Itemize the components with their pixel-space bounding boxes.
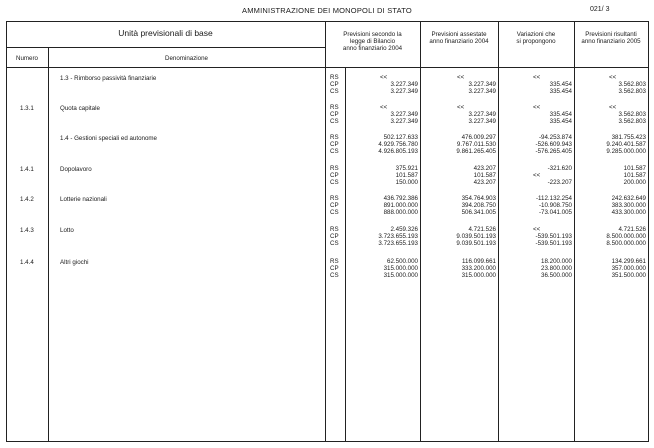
table-bottom-border [6, 441, 648, 442]
cell-risultanti: 3.562.803 [618, 118, 646, 125]
cell-variazioni: -539.501.193 [535, 240, 572, 247]
row-denominazione: 1.3 - Rimborso passività finanziarie [60, 75, 157, 82]
cell-assestate: 3.227.349 [468, 81, 496, 88]
cell-bilancio: 436.792.386 [383, 195, 418, 202]
cell-risultanti: 4.721.526 [618, 226, 646, 233]
cell-risultanti: 8.500.000.000 [606, 240, 646, 247]
row-code: CP [330, 172, 339, 179]
cell-bilancio: 3.227.349 [390, 88, 418, 95]
cell-assestate: 3.227.349 [468, 118, 496, 125]
col-header-risultanti-1: Previsioni risultanti [585, 31, 637, 38]
row-denominazione: Lotterie nazionali [60, 196, 107, 203]
row-numero: 1.4.1 [20, 166, 34, 173]
row-denominazione: Quota capitale [60, 105, 100, 112]
cell-risultanti: 242.632.649 [611, 195, 646, 202]
cell-assestate: 476.009.297 [461, 134, 496, 141]
cell-risultanti: << [609, 104, 617, 111]
cell-assestate: 116.099.661 [462, 258, 496, 265]
col-header-risultanti-2: anno finanziario 2005 [581, 38, 641, 45]
cell-variazioni: 335.454 [549, 111, 572, 118]
cell-bilancio: 150.000 [395, 179, 418, 186]
cell-assestate: 4.721.526 [468, 226, 496, 233]
page-number: 021/ 3 [590, 6, 610, 13]
row-numero: 1.4.3 [20, 227, 34, 234]
col-header-assestate-1: Previsioni assestate [431, 31, 487, 38]
cell-variazioni: -10.908.750 [538, 202, 572, 209]
cell-assestate: 315.000.000 [461, 272, 496, 279]
cell-variazioni: << [533, 172, 541, 179]
col-header-numero: Numero [15, 55, 38, 62]
cell-variazioni: -112.132.254 [535, 195, 572, 202]
cell-assestate: 101.587 [473, 172, 496, 179]
cell-bilancio: 315.000.000 [383, 272, 418, 279]
col-header-variazioni-2: si propongono [516, 38, 556, 45]
row-code: RS [330, 104, 339, 111]
cell-risultanti: 134.299.661 [611, 258, 646, 265]
cell-bilancio: 3.227.349 [390, 81, 418, 88]
cell-variazioni: 335.454 [549, 118, 572, 125]
header-bottom-border [6, 67, 648, 68]
row-code: CP [330, 233, 339, 240]
cell-variazioni: 36.500.000 [541, 272, 572, 279]
assestate-divider [498, 21, 499, 442]
cell-assestate: << [457, 104, 465, 111]
cell-bilancio: 888.000.000 [383, 209, 418, 216]
cell-bilancio: 2.459.326 [390, 226, 418, 233]
cell-assestate: 3.227.349 [468, 111, 496, 118]
table-top-border [6, 21, 648, 22]
right-border [648, 21, 649, 442]
row-denominazione: Altri giochi [60, 259, 89, 266]
cell-variazioni: -223.207 [547, 179, 572, 186]
numero-divider [48, 47, 49, 441]
cell-bilancio: 3.227.349 [390, 118, 418, 125]
cell-variazioni: -73.041.005 [538, 209, 572, 216]
row-code: RS [330, 134, 339, 141]
row-code: CS [330, 272, 339, 279]
bilancio-divider [420, 21, 421, 442]
cell-bilancio: 62.500.000 [387, 258, 418, 265]
row-code: CS [330, 118, 339, 125]
cell-bilancio: 502.127.633 [383, 134, 418, 141]
cell-variazioni: -321.620 [547, 165, 572, 172]
row-denominazione: Lotto [60, 227, 74, 234]
cell-risultanti: 200.000 [623, 179, 646, 186]
row-code: RS [330, 195, 339, 202]
row-denominazione: 1.4 - Gestioni speciali ed autonome [60, 135, 157, 142]
left-border [6, 21, 7, 442]
cell-assestate: 9.767.011.530 [456, 141, 496, 148]
cell-variazioni: -526.609.943 [535, 141, 572, 148]
row-code: RS [330, 258, 339, 265]
cell-bilancio: 3.227.349 [390, 111, 418, 118]
cell-bilancio: << [380, 104, 388, 111]
col-header-bilancio-2: legge di Bilancio [349, 38, 396, 45]
col-header-denominazione: Denominazione [165, 55, 208, 62]
col-header-variazioni-1: Variazioni che [516, 31, 556, 38]
row-denominazione: Dopolavoro [60, 166, 92, 173]
cell-variazioni: -539.501.193 [535, 233, 572, 240]
row-code: CP [330, 202, 339, 209]
cell-variazioni: -94.253.874 [538, 134, 572, 141]
cell-variazioni: 18.200.000 [541, 258, 572, 265]
cell-bilancio: 891.000.000 [383, 202, 418, 209]
cell-risultanti: 9.285.000.000 [606, 148, 646, 155]
row-code: CS [330, 88, 339, 95]
cell-risultanti: << [609, 74, 617, 81]
cell-risultanti: 351.500.000 [611, 272, 646, 279]
cell-bilancio: 3.723.655.193 [378, 233, 418, 240]
col-header-bilancio-1: Previsioni secondo la [343, 31, 402, 38]
cell-assestate: 423.207 [473, 179, 496, 186]
cell-assestate: 3.227.349 [468, 88, 496, 95]
cell-assestate: 9.861.265.405 [456, 148, 496, 155]
cell-risultanti: 8.500.000.000 [606, 233, 646, 240]
cell-assestate: 9.039.501.193 [456, 240, 496, 247]
cell-bilancio: 101.587 [395, 172, 418, 179]
cell-risultanti: 101.587 [623, 165, 646, 172]
code-divider [345, 67, 346, 441]
cell-variazioni: 335.454 [549, 88, 572, 95]
row-numero: 1.4.4 [20, 259, 34, 266]
table-title: Unità previsionali di base [118, 28, 213, 38]
cell-variazioni: << [533, 226, 541, 233]
cell-risultanti: 3.562.803 [618, 111, 646, 118]
cell-assestate: 394.208.750 [461, 202, 496, 209]
cell-bilancio: << [380, 74, 388, 81]
row-code: CP [330, 141, 339, 148]
cell-risultanti: 433.300.000 [611, 209, 646, 216]
cell-bilancio: 4.929.756.780 [378, 141, 418, 148]
document-header-title: AMMINISTRAZIONE DEI MONOPOLI DI STATO [242, 6, 412, 15]
cell-variazioni: << [533, 104, 541, 111]
cell-risultanti: 357.000.000 [611, 265, 646, 272]
row-code: CS [330, 240, 339, 247]
cell-assestate: 333.200.000 [461, 265, 496, 272]
row-numero: 1.4.2 [20, 196, 34, 203]
cell-risultanti: 383.300.000 [611, 202, 646, 209]
variazioni-divider [574, 21, 575, 442]
row-code: RS [330, 74, 339, 81]
col-header-assestate-2: anno finanziario 2004 [429, 38, 489, 45]
row-code: CS [330, 179, 339, 186]
title-underline [6, 47, 325, 48]
row-code: CP [330, 81, 339, 88]
cell-assestate: 9.039.501.193 [456, 233, 496, 240]
cell-risultanti: 101.587 [623, 172, 646, 179]
cell-variazioni: 23.800.000 [541, 265, 572, 272]
cell-variazioni: << [533, 74, 541, 81]
cell-risultanti: 3.562.803 [618, 81, 646, 88]
row-code: RS [330, 226, 339, 233]
cell-variazioni: 335.454 [549, 81, 572, 88]
cell-risultanti: 3.562.803 [618, 88, 646, 95]
row-code: CS [330, 148, 339, 155]
cell-bilancio: 315.000.000 [383, 265, 418, 272]
cell-assestate: 506.341.005 [461, 209, 496, 216]
cell-bilancio: 3.723.655.193 [378, 240, 418, 247]
col-header-bilancio-3: anno finanziario 2004 [342, 45, 403, 52]
cell-assestate: 354.764.903 [461, 195, 496, 202]
cell-variazioni: -576.265.405 [535, 148, 572, 155]
row-code: CP [330, 111, 339, 118]
cell-assestate: 423.207 [473, 165, 496, 172]
row-code: CP [330, 265, 339, 272]
cell-risultanti: 9.240.401.587 [606, 141, 646, 148]
row-numero: 1.3.1 [20, 105, 34, 112]
cell-assestate: << [457, 74, 465, 81]
cell-bilancio: 4.926.805.193 [378, 148, 418, 155]
cell-risultanti: 381.755.423 [611, 134, 646, 141]
cell-bilancio: 375.921 [395, 165, 418, 172]
row-code: CS [330, 209, 339, 216]
row-code: RS [330, 165, 339, 172]
denominazione-divider [325, 21, 326, 442]
